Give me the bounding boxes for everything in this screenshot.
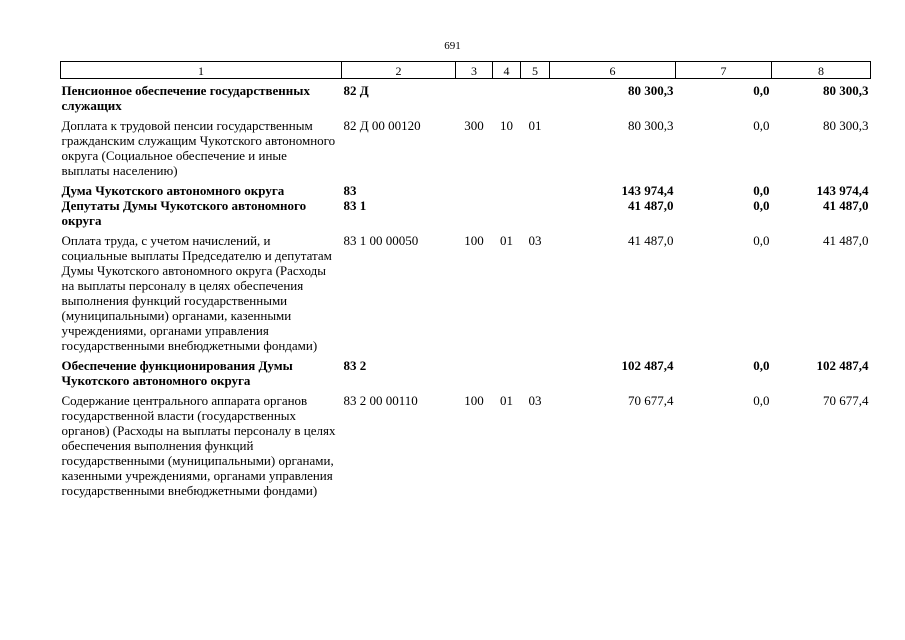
row-col3 bbox=[456, 353, 493, 388]
row-col7: 0,0 bbox=[753, 183, 770, 198]
row-col8: 102 487,4 bbox=[816, 358, 869, 373]
row-col8: 143 974,4 bbox=[816, 183, 869, 198]
header-cell-1: 1 bbox=[61, 62, 342, 79]
row-code: 83 1 bbox=[343, 198, 367, 213]
row-col6: 80 300,3 bbox=[628, 83, 674, 98]
row-col4 bbox=[493, 178, 521, 198]
row-name: Содержание центрального аппарата органов государственной власти (государственных органов) (Расходы на выплаты персоналу в целях обеспечения выполнения функций государственными (муниципальными) органами, казенными учреждениями, органами управления государственными внебюджетными фондами) bbox=[61, 393, 336, 498]
header-cell-6: 6 bbox=[550, 62, 676, 79]
row-col8: 80 300,3 bbox=[823, 118, 869, 133]
row-col5 bbox=[521, 353, 550, 388]
row-name: Оплата труда, с учетом начислений, и социальные выплаты Председателю и депутатам Думы Чукотского автономного округа (Расходы на выплаты персоналу в целях обеспечения выполнения функций государственными (муниципальными) органами, казенными учреждениями, органами управления государственными внебюджетными фондами) bbox=[61, 233, 332, 353]
row-col4: 01 bbox=[500, 393, 513, 408]
row-col4 bbox=[493, 79, 521, 114]
row-col7: 0,0 bbox=[753, 358, 770, 373]
table-body bbox=[61, 79, 871, 499]
row-col3 bbox=[456, 178, 493, 198]
header-cell-5: 5 bbox=[521, 62, 550, 79]
header-cell-8: 8 bbox=[772, 62, 871, 79]
row-col4 bbox=[493, 353, 521, 388]
row-name: Пенсионное обеспечение государственных служащих bbox=[61, 83, 310, 113]
header-cell-4: 4 bbox=[493, 62, 521, 79]
row-col7: 0,0 bbox=[753, 118, 770, 133]
table-row bbox=[61, 198, 871, 228]
row-col4: 01 bbox=[500, 233, 513, 248]
row-col3 bbox=[456, 198, 493, 228]
row-col7: 0,0 bbox=[753, 198, 770, 213]
budget-table bbox=[60, 61, 871, 498]
table-row bbox=[61, 178, 871, 198]
row-col5 bbox=[521, 79, 550, 114]
row-col8: 80 300,3 bbox=[823, 83, 869, 98]
row-col6: 41 487,0 bbox=[628, 233, 674, 248]
row-code: 83 bbox=[343, 183, 357, 198]
row-code: 83 2 00 00110 bbox=[343, 393, 418, 408]
row-col7: 0,0 bbox=[753, 393, 770, 408]
table-row bbox=[61, 113, 871, 178]
row-col5 bbox=[521, 198, 550, 228]
header-cell-2: 2 bbox=[342, 62, 456, 79]
row-col6: 102 487,4 bbox=[621, 358, 674, 373]
row-name: Депутаты Думы Чукотского автономного округа bbox=[61, 198, 307, 228]
row-col4: 10 bbox=[500, 118, 513, 133]
table-row bbox=[61, 353, 871, 388]
table-row bbox=[61, 388, 871, 498]
row-col8: 41 487,0 bbox=[823, 233, 869, 248]
header-cell-3: 3 bbox=[456, 62, 493, 79]
row-col6: 80 300,3 bbox=[628, 118, 674, 133]
row-code: 82 Д bbox=[343, 83, 369, 98]
table-row bbox=[61, 79, 871, 114]
row-col3: 300 bbox=[464, 118, 484, 133]
header-row bbox=[61, 62, 871, 79]
row-col5: 03 bbox=[528, 233, 542, 248]
row-col6: 70 677,4 bbox=[628, 393, 674, 408]
row-code: 82 Д 00 00120 bbox=[343, 118, 421, 133]
row-code: 83 2 bbox=[343, 358, 367, 373]
row-col5: 01 bbox=[528, 118, 542, 133]
row-col6: 41 487,0 bbox=[628, 198, 674, 213]
row-col5: 03 bbox=[528, 393, 542, 408]
row-name: Дума Чукотского автономного округа bbox=[61, 183, 285, 198]
row-name: Доплата к трудовой пенсии государственным гражданским служащим Чукотского автономного округа (Социальное обеспечение и иные выплаты населению) bbox=[61, 118, 336, 178]
row-col4 bbox=[493, 198, 521, 228]
row-col7: 0,0 bbox=[753, 83, 770, 98]
row-col3: 100 bbox=[464, 393, 484, 408]
row-col6: 143 974,4 bbox=[621, 183, 674, 198]
header-cell-7: 7 bbox=[676, 62, 772, 79]
row-name: Обеспечение функционирования Думы Чукотского автономного округа bbox=[61, 358, 293, 388]
table-header bbox=[61, 62, 871, 79]
row-col3: 100 bbox=[464, 233, 484, 248]
row-col5 bbox=[521, 178, 550, 198]
row-col8: 41 487,0 bbox=[823, 198, 869, 213]
row-col3 bbox=[456, 79, 493, 114]
page-number: 691 bbox=[444, 40, 461, 52]
row-code: 83 1 00 00050 bbox=[343, 233, 419, 248]
row-col7: 0,0 bbox=[753, 233, 770, 248]
table-row bbox=[61, 228, 871, 353]
row-col8: 70 677,4 bbox=[823, 393, 869, 408]
